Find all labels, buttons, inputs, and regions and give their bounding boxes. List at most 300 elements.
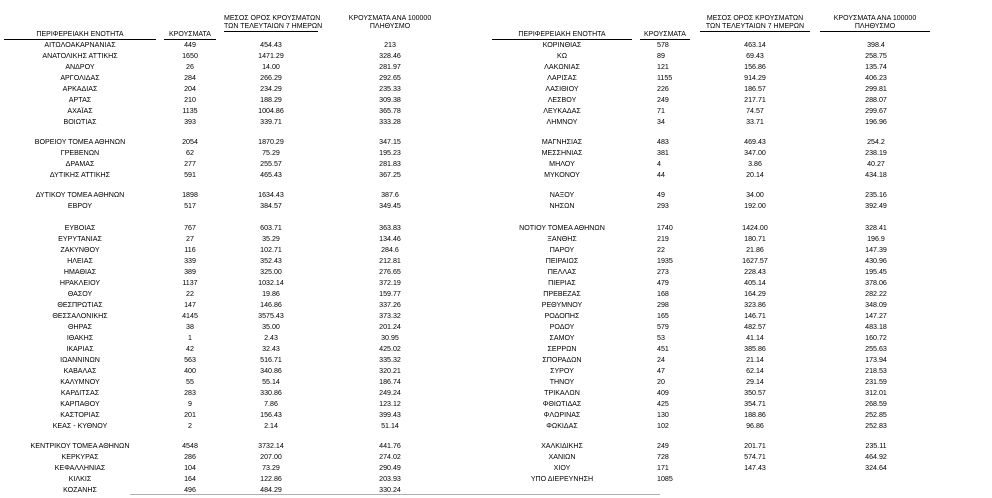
- left-cell-cases: 393: [184, 118, 196, 126]
- left-cell-cases: 449: [184, 41, 196, 49]
- right-cell-per: 218.53: [865, 367, 887, 375]
- right-cell-cases: 171: [657, 464, 669, 472]
- left-cell-avg: 1471.29: [258, 52, 284, 60]
- right-cell-avg: 20.14: [746, 171, 764, 179]
- right-cell-per: 299.81: [865, 85, 887, 93]
- right-table-row: [0, 190, 992, 200]
- right-cell-per: 160.72: [865, 334, 887, 342]
- right-table-row: [0, 148, 992, 158]
- left-cell-per: 328.46: [379, 52, 401, 60]
- left-cell-avg: 1634.43: [258, 191, 284, 199]
- left-cell-cases: 283: [184, 389, 196, 397]
- left-cell-cases: 26: [186, 63, 194, 71]
- right-header-per-line1: ΚΡΟΥΣΜΑΤΑ ΑΝΑ 100000: [833, 15, 917, 22]
- right-cell-per: 434.18: [865, 171, 887, 179]
- left-cell-avg: 122.86: [260, 475, 282, 483]
- left-cell-cases: 164: [184, 475, 196, 483]
- right-cell-avg: 180.71: [744, 235, 766, 243]
- left-cell-per: 320.21: [379, 367, 401, 375]
- left-cell-cases: 204: [184, 85, 196, 93]
- left-cell-per: 330.24: [379, 486, 401, 494]
- right-cell-avg: 469.43: [744, 138, 766, 146]
- left-cell-cases: 210: [184, 96, 196, 104]
- right-cell-per: 312.01: [865, 389, 887, 397]
- right-cell-cases: 219: [657, 235, 669, 243]
- left-cell-cases: 55: [186, 378, 194, 386]
- right-table-row: [0, 159, 992, 169]
- right-table-row: [0, 51, 992, 61]
- left-cell-cases: 389: [184, 268, 196, 276]
- right-cell-cases: 226: [657, 85, 669, 93]
- right-cell-region: ΝΗΣΩΝ: [549, 202, 575, 210]
- right-cell-per: 173.94: [865, 356, 887, 364]
- left-cell-region: ΑΡΚΑΔΙΑΣ: [62, 85, 98, 93]
- left-cell-region: ΚΕΡΚΥΡΑΣ: [61, 453, 99, 461]
- left-cell-avg: 102.71: [260, 246, 282, 254]
- right-cell-avg: 482.57: [744, 323, 766, 331]
- left-header-per-line2: ΠΛΗΘΥΣΜΟ: [369, 23, 411, 30]
- right-cell-region: ΥΠΟ ΔΙΕΡΕΥΝΗΣΗ: [530, 475, 594, 483]
- left-cell-avg: 352.43: [260, 257, 282, 265]
- right-cell-region: ΚΟΡΙΝΘΙΑΣ: [542, 41, 582, 49]
- right-cell-cases: 44: [657, 171, 665, 179]
- left-cell-cases: 104: [184, 464, 196, 472]
- right-cell-cases: 49: [657, 191, 665, 199]
- right-cell-cases: 483: [657, 138, 669, 146]
- left-cell-per: 134.46: [379, 235, 401, 243]
- right-table-row: [0, 366, 992, 376]
- left-cell-avg: 14.00: [262, 63, 280, 71]
- right-table-row: [0, 170, 992, 180]
- right-cell-avg: 574.71: [744, 453, 766, 461]
- right-cell-per: 231.59: [865, 378, 887, 386]
- right-cell-cases: 4: [657, 160, 661, 168]
- right-table-row: [0, 106, 992, 116]
- right-cell-avg: 33.71: [746, 118, 764, 126]
- right-table-row: [0, 289, 992, 299]
- left-cell-avg: 234.29: [260, 85, 282, 93]
- right-cell-avg: 29.14: [746, 378, 764, 386]
- right-cell-cases: 20: [657, 378, 665, 386]
- left-cell-avg: 266.29: [260, 74, 282, 82]
- right-cell-cases: 381: [657, 149, 669, 157]
- right-cell-avg: 188.86: [744, 411, 766, 419]
- left-cell-region: ΘΗΡΑΣ: [68, 323, 92, 331]
- right-cell-avg: 463.14: [744, 41, 766, 49]
- right-cell-region: ΜΥΚΟΝΟΥ: [544, 171, 580, 179]
- left-cell-avg: 156.43: [260, 411, 282, 419]
- right-table-row: [0, 201, 992, 211]
- right-cell-region: ΛΕΥΚΑΔΑΣ: [543, 107, 581, 115]
- left-cell-per: 281.97: [379, 63, 401, 71]
- left-cell-avg: 207.00: [260, 453, 282, 461]
- left-cell-per: 123.12: [379, 400, 401, 408]
- left-cell-cases: 1137: [182, 279, 198, 287]
- left-cell-avg: 325.00: [260, 268, 282, 276]
- left-cell-cases: 767: [184, 224, 196, 232]
- left-cell-region: ΑΡΤΑΣ: [68, 96, 92, 104]
- left-cell-per: 367.25: [379, 171, 401, 179]
- right-table-row: [0, 333, 992, 343]
- right-table-row: [0, 234, 992, 244]
- right-cell-per: 324.64: [865, 464, 887, 472]
- right-cell-region: ΝΟΤΙΟΥ ΤΟΜΕΑ ΑΘΗΝΩΝ: [519, 224, 605, 232]
- left-cell-avg: 384.57: [260, 202, 282, 210]
- right-header-region: ΠΕΡΙΦΕΡΕΙΑΚΗ ΕΝΟΤΗΤΑ: [492, 31, 632, 40]
- left-cell-cases: 517: [184, 202, 196, 210]
- left-cell-region: ΚΕΦΑΛΛΗΝΙΑΣ: [54, 464, 106, 472]
- left-cell-region: ΘΑΣΟΥ: [67, 290, 93, 298]
- right-cell-avg: 192.00: [744, 202, 766, 210]
- bottom-divider: [130, 494, 660, 495]
- left-cell-avg: 188.29: [260, 96, 282, 104]
- left-cell-region: ΚΕΝΤΡΙΚΟΥ ΤΟΜΕΑ ΑΘΗΝΩΝ: [30, 442, 130, 450]
- right-cell-region: ΛΑΡΙΣΑΣ: [547, 74, 577, 82]
- left-cell-region: ΘΕΣΣΑΛΟΝΙΚΗΣ: [52, 312, 108, 320]
- right-cell-per: 195.45: [865, 268, 887, 276]
- right-cell-per: 235.16: [865, 191, 887, 199]
- left-cell-per: 333.28: [379, 118, 401, 126]
- right-cell-region: ΧΙΟΥ: [553, 464, 571, 472]
- right-header-per: [820, 15, 930, 32]
- left-cell-per: 213: [384, 41, 396, 49]
- right-cell-avg: 350.57: [744, 389, 766, 397]
- left-cell-per: 195.23: [379, 149, 401, 157]
- left-cell-region: ΚΑΡΠΑΘΟΥ: [60, 400, 100, 408]
- right-cell-cases: 1740: [657, 224, 673, 232]
- right-cell-region: ΣΥΡΟΥ: [550, 367, 574, 375]
- right-table-row: [0, 399, 992, 409]
- left-cell-cases: 496: [184, 486, 196, 494]
- right-cell-cases: 22: [657, 246, 665, 254]
- left-cell-avg: 603.71: [260, 224, 282, 232]
- left-cell-region: ΚΟΖΑΝΗΣ: [63, 486, 97, 494]
- right-table-row: [0, 84, 992, 94]
- right-cell-avg: 1424.00: [742, 224, 768, 232]
- left-cell-avg: 35.00: [262, 323, 280, 331]
- right-cell-region: ΛΕΣΒΟΥ: [547, 96, 577, 104]
- left-cell-region: ΚΕΑΣ - ΚΥΘΝΟΥ: [52, 422, 108, 430]
- right-cell-cases: 425: [657, 400, 669, 408]
- right-cell-region: ΠΕΙΡΑΙΩΣ: [545, 257, 579, 265]
- right-cell-avg: 323.86: [744, 301, 766, 309]
- right-table-row: [0, 267, 992, 277]
- right-cell-region: ΠΕΛΛΑΣ: [547, 268, 577, 276]
- left-cell-avg: 1004.86: [258, 107, 284, 115]
- right-table-row: [0, 137, 992, 147]
- left-cell-region: ΘΕΣΠΡΩΤΙΑΣ: [57, 301, 103, 309]
- left-cell-region: ΔΥΤΙΚΟΥ ΤΟΜΕΑ ΑΘΗΝΩΝ: [35, 191, 125, 199]
- left-cell-region: ΚΑΒΑΛΑΣ: [63, 367, 97, 375]
- right-cell-avg: 201.71: [744, 442, 766, 450]
- left-cell-cases: 400: [184, 367, 196, 375]
- right-table-row: [0, 344, 992, 354]
- right-cell-per: 252.85: [865, 411, 887, 419]
- left-cell-avg: 484.29: [260, 486, 282, 494]
- left-cell-per: 274.02: [379, 453, 401, 461]
- right-cell-per: 255.63: [865, 345, 887, 353]
- left-cell-region: ΗΡΑΚΛΕΙΟΥ: [59, 279, 101, 287]
- right-cell-region: ΣΠΟΡΑΔΩΝ: [542, 356, 582, 364]
- left-header-avg: [224, 15, 323, 32]
- left-cell-per: 425.02: [379, 345, 401, 353]
- left-cell-region: ΒΟΡΕΙΟΥ ΤΟΜΕΑ ΑΘΗΝΩΝ: [34, 138, 126, 146]
- right-cell-cases: 298: [657, 301, 669, 309]
- right-table-row: [0, 441, 992, 451]
- left-cell-region: ΖΑΚΥΝΘΟΥ: [60, 246, 100, 254]
- right-cell-cases: 89: [657, 52, 665, 60]
- left-cell-region: ΑΙΤΩΛΟΑΚΑΡΝΑΝΙΑΣ: [44, 41, 116, 49]
- left-cell-cases: 277: [184, 160, 196, 168]
- right-cell-region: ΛΗΜΝΟΥ: [546, 118, 578, 126]
- left-cell-per: 373.32: [379, 312, 401, 320]
- right-table-row: [0, 421, 992, 431]
- left-cell-region: ΔΥΤΙΚΗΣ ΑΤΤΙΚΗΣ: [49, 171, 111, 179]
- right-cell-per: 235.11: [865, 442, 887, 450]
- right-cell-cases: 24: [657, 356, 665, 364]
- left-cell-per: 281.83: [379, 160, 401, 168]
- right-cell-per: 430.96: [865, 257, 887, 265]
- right-table-row: [0, 388, 992, 398]
- right-cell-cases: 1935: [657, 257, 673, 265]
- right-table-row: [0, 278, 992, 288]
- left-cell-avg: 2.43: [264, 334, 278, 342]
- left-cell-cases: 1: [188, 334, 192, 342]
- left-cell-region: ΑΝΔΡΟΥ: [65, 63, 95, 71]
- right-cell-per: 238.19: [865, 149, 887, 157]
- left-cell-cases: 147: [184, 301, 196, 309]
- right-cell-cases: 121: [657, 63, 669, 71]
- right-cell-avg: 62.14: [746, 367, 764, 375]
- left-cell-per: 309.38: [379, 96, 401, 104]
- right-cell-per: 254.2: [867, 138, 885, 146]
- right-cell-cases: 728: [657, 453, 669, 461]
- left-header-cases: ΚΡΟΥΣΜΑΤΑ: [164, 31, 216, 40]
- right-cell-region: ΚΩ: [556, 52, 568, 60]
- left-cell-region: ΙΩΑΝΝΙΝΩΝ: [60, 356, 100, 364]
- right-cell-avg: 146.71: [744, 312, 766, 320]
- left-cell-cases: 284: [184, 74, 196, 82]
- right-cell-region: ΣΑΜΟΥ: [549, 334, 575, 342]
- right-table-row: [0, 474, 992, 484]
- right-cell-cases: 53: [657, 334, 665, 342]
- left-cell-per: 335.32: [379, 356, 401, 364]
- left-cell-region: ΙΘΑΚΗΣ: [66, 334, 94, 342]
- right-table-row: [0, 117, 992, 127]
- left-cell-avg: 3575.43: [258, 312, 284, 320]
- left-cell-region: ΑΝΑΤΟΛΙΚΗΣ ΑΤΤΙΚΗΣ: [42, 52, 118, 60]
- right-cell-per: 483.18: [865, 323, 887, 331]
- right-cell-cases: 130: [657, 411, 669, 419]
- right-cell-avg: 354.71: [744, 400, 766, 408]
- right-cell-region: ΠΙΕΡΙΑΣ: [548, 279, 576, 287]
- left-cell-region: ΔΡΑΜΑΣ: [65, 160, 95, 168]
- right-cell-avg: 385.86: [744, 345, 766, 353]
- left-cell-avg: 146.86: [260, 301, 282, 309]
- left-cell-per: 203.93: [379, 475, 401, 483]
- right-cell-cases: 1155: [657, 74, 673, 82]
- right-cell-region: ΧΑΛΚΙΔΙΚΗΣ: [541, 442, 583, 450]
- right-cell-cases: 578: [657, 41, 669, 49]
- right-cell-per: 40.27: [867, 160, 885, 168]
- left-cell-per: 337.26: [379, 301, 401, 309]
- right-cell-cases: 165: [657, 312, 669, 320]
- left-cell-per: 235.33: [379, 85, 401, 93]
- left-cell-cases: 4548: [182, 442, 198, 450]
- right-cell-cases: 249: [657, 442, 669, 450]
- left-cell-cases: 38: [186, 323, 194, 331]
- right-cell-avg: 74.57: [746, 107, 764, 115]
- right-cell-region: ΠΡΕΒΕΖΑΣ: [543, 290, 581, 298]
- left-cell-per: 284.6: [381, 246, 399, 254]
- left-cell-per: 159.77: [379, 290, 401, 298]
- left-cell-region: ΚΑΣΤΟΡΙΑΣ: [60, 411, 100, 419]
- right-cell-per: 299.67: [865, 107, 887, 115]
- right-cell-region: ΤΡΙΚΑΛΩΝ: [544, 389, 580, 397]
- left-header-region: ΠΕΡΙΦΕΡΕΙΑΚΗ ΕΝΟΤΗΤΑ: [4, 31, 156, 40]
- left-cell-per: 51.14: [381, 422, 399, 430]
- left-cell-avg: 1032.14: [258, 279, 284, 287]
- right-cell-region: ΝΑΞΟΥ: [549, 191, 575, 199]
- right-cell-cases: 71: [657, 107, 665, 115]
- left-cell-cases: 591: [184, 171, 196, 179]
- right-cell-per: 135.74: [865, 63, 887, 71]
- left-cell-cases: 286: [184, 453, 196, 461]
- right-cell-region: ΡΟΔΟΠΗΣ: [544, 312, 580, 320]
- right-cell-region: ΛΑΣΙΘΙΟΥ: [545, 85, 579, 93]
- left-cell-cases: 116: [184, 246, 196, 254]
- right-cell-avg: 914.29: [744, 74, 766, 82]
- right-cell-per: 464.92: [865, 453, 887, 461]
- left-cell-cases: 201: [184, 411, 196, 419]
- right-cell-cases: 1085: [657, 475, 673, 483]
- left-cell-avg: 339.71: [260, 118, 282, 126]
- left-cell-avg: 73.29: [262, 464, 280, 472]
- right-cell-region: ΞΑΝΘΗΣ: [547, 235, 577, 243]
- left-cell-cases: 27: [186, 235, 194, 243]
- left-cell-region: ΚΑΛΥΜΝΟΥ: [60, 378, 100, 386]
- left-cell-avg: 330.86: [260, 389, 282, 397]
- right-cell-per: 348.09: [865, 301, 887, 309]
- left-cell-per: 372.19: [379, 279, 401, 287]
- left-cell-cases: 4145: [182, 312, 198, 320]
- right-header-avg-line1: ΜΕΣΟΣ ΟΡΟΣ ΚΡΟΥΣΜΑΤΩΝ: [706, 15, 804, 22]
- right-cell-avg: 228.43: [744, 268, 766, 276]
- left-cell-per: 201.24: [379, 323, 401, 331]
- left-cell-region: ΚΙΛΚΙΣ: [68, 475, 92, 483]
- right-cell-region: ΦΘΙΩΤΙΔΑΣ: [542, 400, 582, 408]
- right-cell-avg: 186.57: [744, 85, 766, 93]
- right-cell-per: 147.39: [865, 246, 887, 254]
- right-table-row: [0, 95, 992, 105]
- right-cell-avg: 405.14: [744, 279, 766, 287]
- right-cell-per: 282.22: [865, 290, 887, 298]
- right-cell-region: ΛΑΚΩΝΙΑΣ: [544, 63, 580, 71]
- right-cell-region: ΤΗΝΟΥ: [549, 378, 575, 386]
- left-header-avg-line2: ΤΩΝ ΤΕΛΕΥΤΑΙΩΝ 7 ΗΜΕΡΩΝ: [224, 23, 323, 30]
- left-cell-per: 399.43: [379, 411, 401, 419]
- left-cell-avg: 19.86: [262, 290, 280, 298]
- left-cell-cases: 62: [186, 149, 194, 157]
- left-cell-cases: 22: [186, 290, 194, 298]
- left-cell-per: 365.78: [379, 107, 401, 115]
- right-cell-cases: 249: [657, 96, 669, 104]
- right-header-cases: ΚΡΟΥΣΜΑΤΑ: [640, 31, 690, 40]
- left-cell-cases: 2: [188, 422, 192, 430]
- right-table-row: [0, 463, 992, 473]
- left-cell-per: 30.95: [381, 334, 399, 342]
- left-cell-region: ΗΛΕΙΑΣ: [67, 257, 93, 265]
- right-cell-region: ΣΕΡΡΩΝ: [547, 345, 577, 353]
- right-table-row: [0, 256, 992, 266]
- left-cell-cases: 42: [186, 345, 194, 353]
- right-cell-per: 147.27: [865, 312, 887, 320]
- left-cell-region: ΗΜΑΘΙΑΣ: [63, 268, 97, 276]
- right-cell-cases: 451: [657, 345, 669, 353]
- left-cell-region: ΕΥΡΥΤΑΝΙΑΣ: [58, 235, 102, 243]
- right-cell-cases: 168: [657, 290, 669, 298]
- right-cell-region: ΧΑΝΙΩΝ: [548, 453, 576, 461]
- left-cell-cases: 563: [184, 356, 196, 364]
- left-cell-region: ΚΑΡΔΙΤΣΑΣ: [60, 389, 100, 397]
- right-cell-avg: 156.86: [744, 63, 766, 71]
- right-cell-region: ΦΛΩΡΙΝΑΣ: [543, 411, 581, 419]
- right-table-row: [0, 73, 992, 83]
- right-cell-avg: 21.14: [746, 356, 764, 364]
- right-cell-cases: 47: [657, 367, 665, 375]
- left-cell-avg: 2.14: [264, 422, 278, 430]
- right-cell-avg: 147.43: [744, 464, 766, 472]
- left-cell-avg: 35.29: [262, 235, 280, 243]
- right-cell-per: 196.9: [867, 235, 885, 243]
- left-cell-per: 387.6: [381, 191, 399, 199]
- left-cell-region: ΒΟΙΩΤΙΑΣ: [63, 118, 97, 126]
- left-cell-cases: 2054: [182, 138, 198, 146]
- right-header-per-line2: ΠΛΗΘΥΣΜΟ: [854, 23, 896, 30]
- right-cell-per: 258.75: [865, 52, 887, 60]
- right-cell-avg: 217.71: [744, 96, 766, 104]
- right-table-row: [0, 311, 992, 321]
- left-cell-per: 249.24: [379, 389, 401, 397]
- right-cell-avg: 1627.57: [742, 257, 768, 265]
- left-cell-avg: 465.43: [260, 171, 282, 179]
- right-header-avg-line2: ΤΩΝ ΤΕΛΕΥΤΑΙΩΝ 7 ΗΜΕΡΩΝ: [705, 23, 805, 30]
- left-cell-per: 292.65: [379, 74, 401, 82]
- right-table-row: [0, 300, 992, 310]
- right-cell-region: ΡΟΔΟΥ: [549, 323, 575, 331]
- right-table-row: [0, 40, 992, 50]
- right-header-avg: [700, 15, 810, 32]
- left-cell-avg: 75.29: [262, 149, 280, 157]
- left-cell-per: 349.45: [379, 202, 401, 210]
- right-cell-avg: 347.00: [744, 149, 766, 157]
- left-cell-avg: 255.57: [260, 160, 282, 168]
- right-cell-avg: 3.86: [748, 160, 762, 168]
- right-table-row: [0, 223, 992, 233]
- left-cell-avg: 55.14: [262, 378, 280, 386]
- left-cell-per: 363.83: [379, 224, 401, 232]
- left-cell-cases: 9: [188, 400, 192, 408]
- left-cell-cases: 1135: [182, 107, 198, 115]
- right-table-row: [0, 355, 992, 365]
- right-cell-per: 398.4: [867, 41, 885, 49]
- left-cell-avg: 340.86: [260, 367, 282, 375]
- left-cell-cases: 1650: [182, 52, 198, 60]
- left-cell-region: ΓΡΕΒΕΝΩΝ: [60, 149, 100, 157]
- left-header-per: [340, 15, 440, 31]
- left-cell-avg: 516.71: [260, 356, 282, 364]
- left-cell-cases: 1898: [182, 191, 198, 199]
